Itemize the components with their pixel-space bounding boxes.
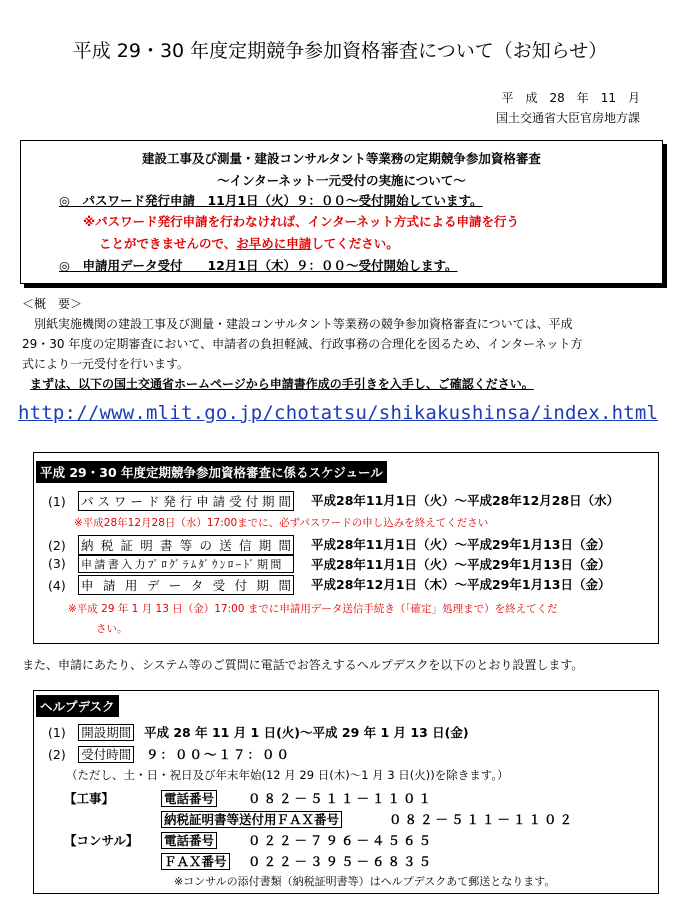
notice-item1-text: パスワード発行申請 11月1日（火）９：００～受付開始しています。 xyxy=(82,193,483,208)
notice-item-data xyxy=(59,256,458,274)
double-circle-icon: ◎ xyxy=(59,193,70,208)
row-label: 申請書入力ﾌﾟﾛｸﾞﾗﾑﾀﾞｳﾝﾛｰﾄﾞ期間 xyxy=(78,555,294,573)
fax-label: 納税証明書等送付用ＦＡＸ番号 xyxy=(161,811,342,828)
consul-tel: ０２２－７９６－４５６５ xyxy=(248,833,435,848)
koji-fax: ０８２－５１１－１１０２ xyxy=(389,812,576,827)
schedule-row xyxy=(48,535,611,555)
schedule-row xyxy=(48,575,611,595)
koji-fax-label xyxy=(161,810,342,828)
page-title: 平成 29・30 年度定期競争参加資格審査について（お知らせ） xyxy=(72,40,608,62)
schedule-note2b: さい。 xyxy=(96,623,128,635)
notice-box xyxy=(20,140,663,284)
notice-warn2b: お早めに申請 xyxy=(236,236,312,251)
consul-tel-label xyxy=(161,831,217,849)
helpdesk-row-hours xyxy=(48,745,134,763)
schedule-note2a: ※平成 29 年 1 月 13 日（金）17:00 までに申請用データ送信手続き（「確定」処理まで）を終えてくだ xyxy=(68,603,558,615)
schedule-row xyxy=(48,555,611,573)
issue-date: 平 成 28 年 11 月 xyxy=(501,91,640,105)
koji-tel-label xyxy=(161,789,217,807)
notice-item2-text: 申請用データ受付 12月1日（木）９：００～受付開始します。 xyxy=(82,258,458,273)
koji-label: 【工事】 xyxy=(64,791,115,806)
tel-label: 電話番号 xyxy=(161,790,217,807)
schedule-header: 平成 29・30 年度定期競争参加資格審査に係るスケジュール xyxy=(36,461,387,483)
schedule-row xyxy=(48,491,620,511)
notice-warn2 xyxy=(99,234,399,252)
schedule-note1: ※平成28年12月28日（水）17:00までに、必ずパスワードの申し込みを終えてください xyxy=(74,517,489,529)
helpdesk-header: ヘルプデスク xyxy=(36,695,119,717)
overview-heading: ＜概 要＞ xyxy=(22,297,83,311)
row-number: (1) xyxy=(48,494,66,509)
tel-label: 電話番号 xyxy=(161,832,217,849)
row-label: 申請用データ受付期間 xyxy=(78,575,294,595)
consul-label: 【コンサル】 xyxy=(64,833,139,848)
row-label: 受付時間 xyxy=(78,746,134,763)
notice-item-password xyxy=(59,191,483,209)
helpdesk-period-value: 平成 28 年 11 月 1 日(火)～平成 29 年 1 月 13 日(金) xyxy=(144,725,469,740)
row-number: (1) xyxy=(48,725,66,740)
overview-p2: 29・30 年度の定期審査において、申請者の負担軽減、行政事務の合理化を図るため、インターネット方 xyxy=(22,337,583,351)
row-label: パスワード発行申請受付期間 xyxy=(78,491,294,511)
koji-tel: ０８２－５１１－１１０１ xyxy=(248,791,435,806)
helpdesk-footnote: ※コンサルの添付書類（納税証明書等）はヘルプデスクあて郵送となります。 xyxy=(174,875,556,888)
row-period: 平成28年11月1日（火）～平成29年1月13日（金） xyxy=(311,537,611,552)
notice-warn2c: してください。 xyxy=(311,236,399,251)
overview-instruction: まずは、以下の国土交通省ホームページから申請書作成の手引きを入手し、ご確認ください。 xyxy=(30,377,534,391)
helpdesk-hours-value: ９：００～１７：００ xyxy=(146,747,292,762)
helpdesk-hours-note: （ただし、土・日・祝日及び年末年始(12 月 29 日(木)～1 月 3 日(火))を除きます。） xyxy=(66,768,509,782)
row-period: 平成28年11月1日（火）～平成28年12月28日（水） xyxy=(311,493,620,508)
consul-fax-label xyxy=(161,852,230,870)
notice-line1: 建設工事及び測量・建設コンサルタント等業務の定期競争参加資格審査 xyxy=(142,151,541,166)
row-label: 開設期間 xyxy=(78,724,134,741)
overview-p3: 式により一元受付を行います。 xyxy=(22,357,190,371)
helpdesk-intro: また、申請にあたり、システム等のご質問に電話でお答えするヘルプデスクを以下のとおり設置します。 xyxy=(22,658,584,672)
notice-warn2a: ことができませんので、 xyxy=(99,236,237,251)
fax-label: ＦＡＸ番号 xyxy=(161,853,230,870)
row-label: 納税証明書等の送信期間 xyxy=(78,535,294,555)
row-number: (2) xyxy=(48,538,66,553)
row-period: 平成28年11月1日（火）～平成29年1月13日（金） xyxy=(311,557,611,572)
row-number: (2) xyxy=(48,747,66,762)
overview-p1: 別紙実施機関の建設工事及び測量・建設コンサルタント等業務の競争参加資格審査については、平成 xyxy=(34,317,573,331)
consul-fax: ０２２－３９５－６８３５ xyxy=(248,854,435,869)
schedule-box xyxy=(33,452,659,644)
row-number: (3) xyxy=(48,556,66,571)
notice-warn1: ※パスワード発行申請を行わなければ、インターネット方式による申請を行う xyxy=(83,214,520,229)
double-circle-icon: ◎ xyxy=(59,258,70,273)
issuer: 国土交通省大臣官房地方課 xyxy=(495,111,640,125)
notice-line2: ～インターネット一元受付の実施について～ xyxy=(217,173,466,188)
row-period: 平成28年12月1日（木）～平成29年1月13日（金） xyxy=(311,577,611,592)
row-number: (4) xyxy=(48,578,66,593)
mlit-link[interactable]: http://www.mlit.go.jp/chotatsu/shikakushinsa/index.html xyxy=(18,402,659,424)
helpdesk-row-period xyxy=(48,723,134,741)
helpdesk-box xyxy=(33,690,659,894)
